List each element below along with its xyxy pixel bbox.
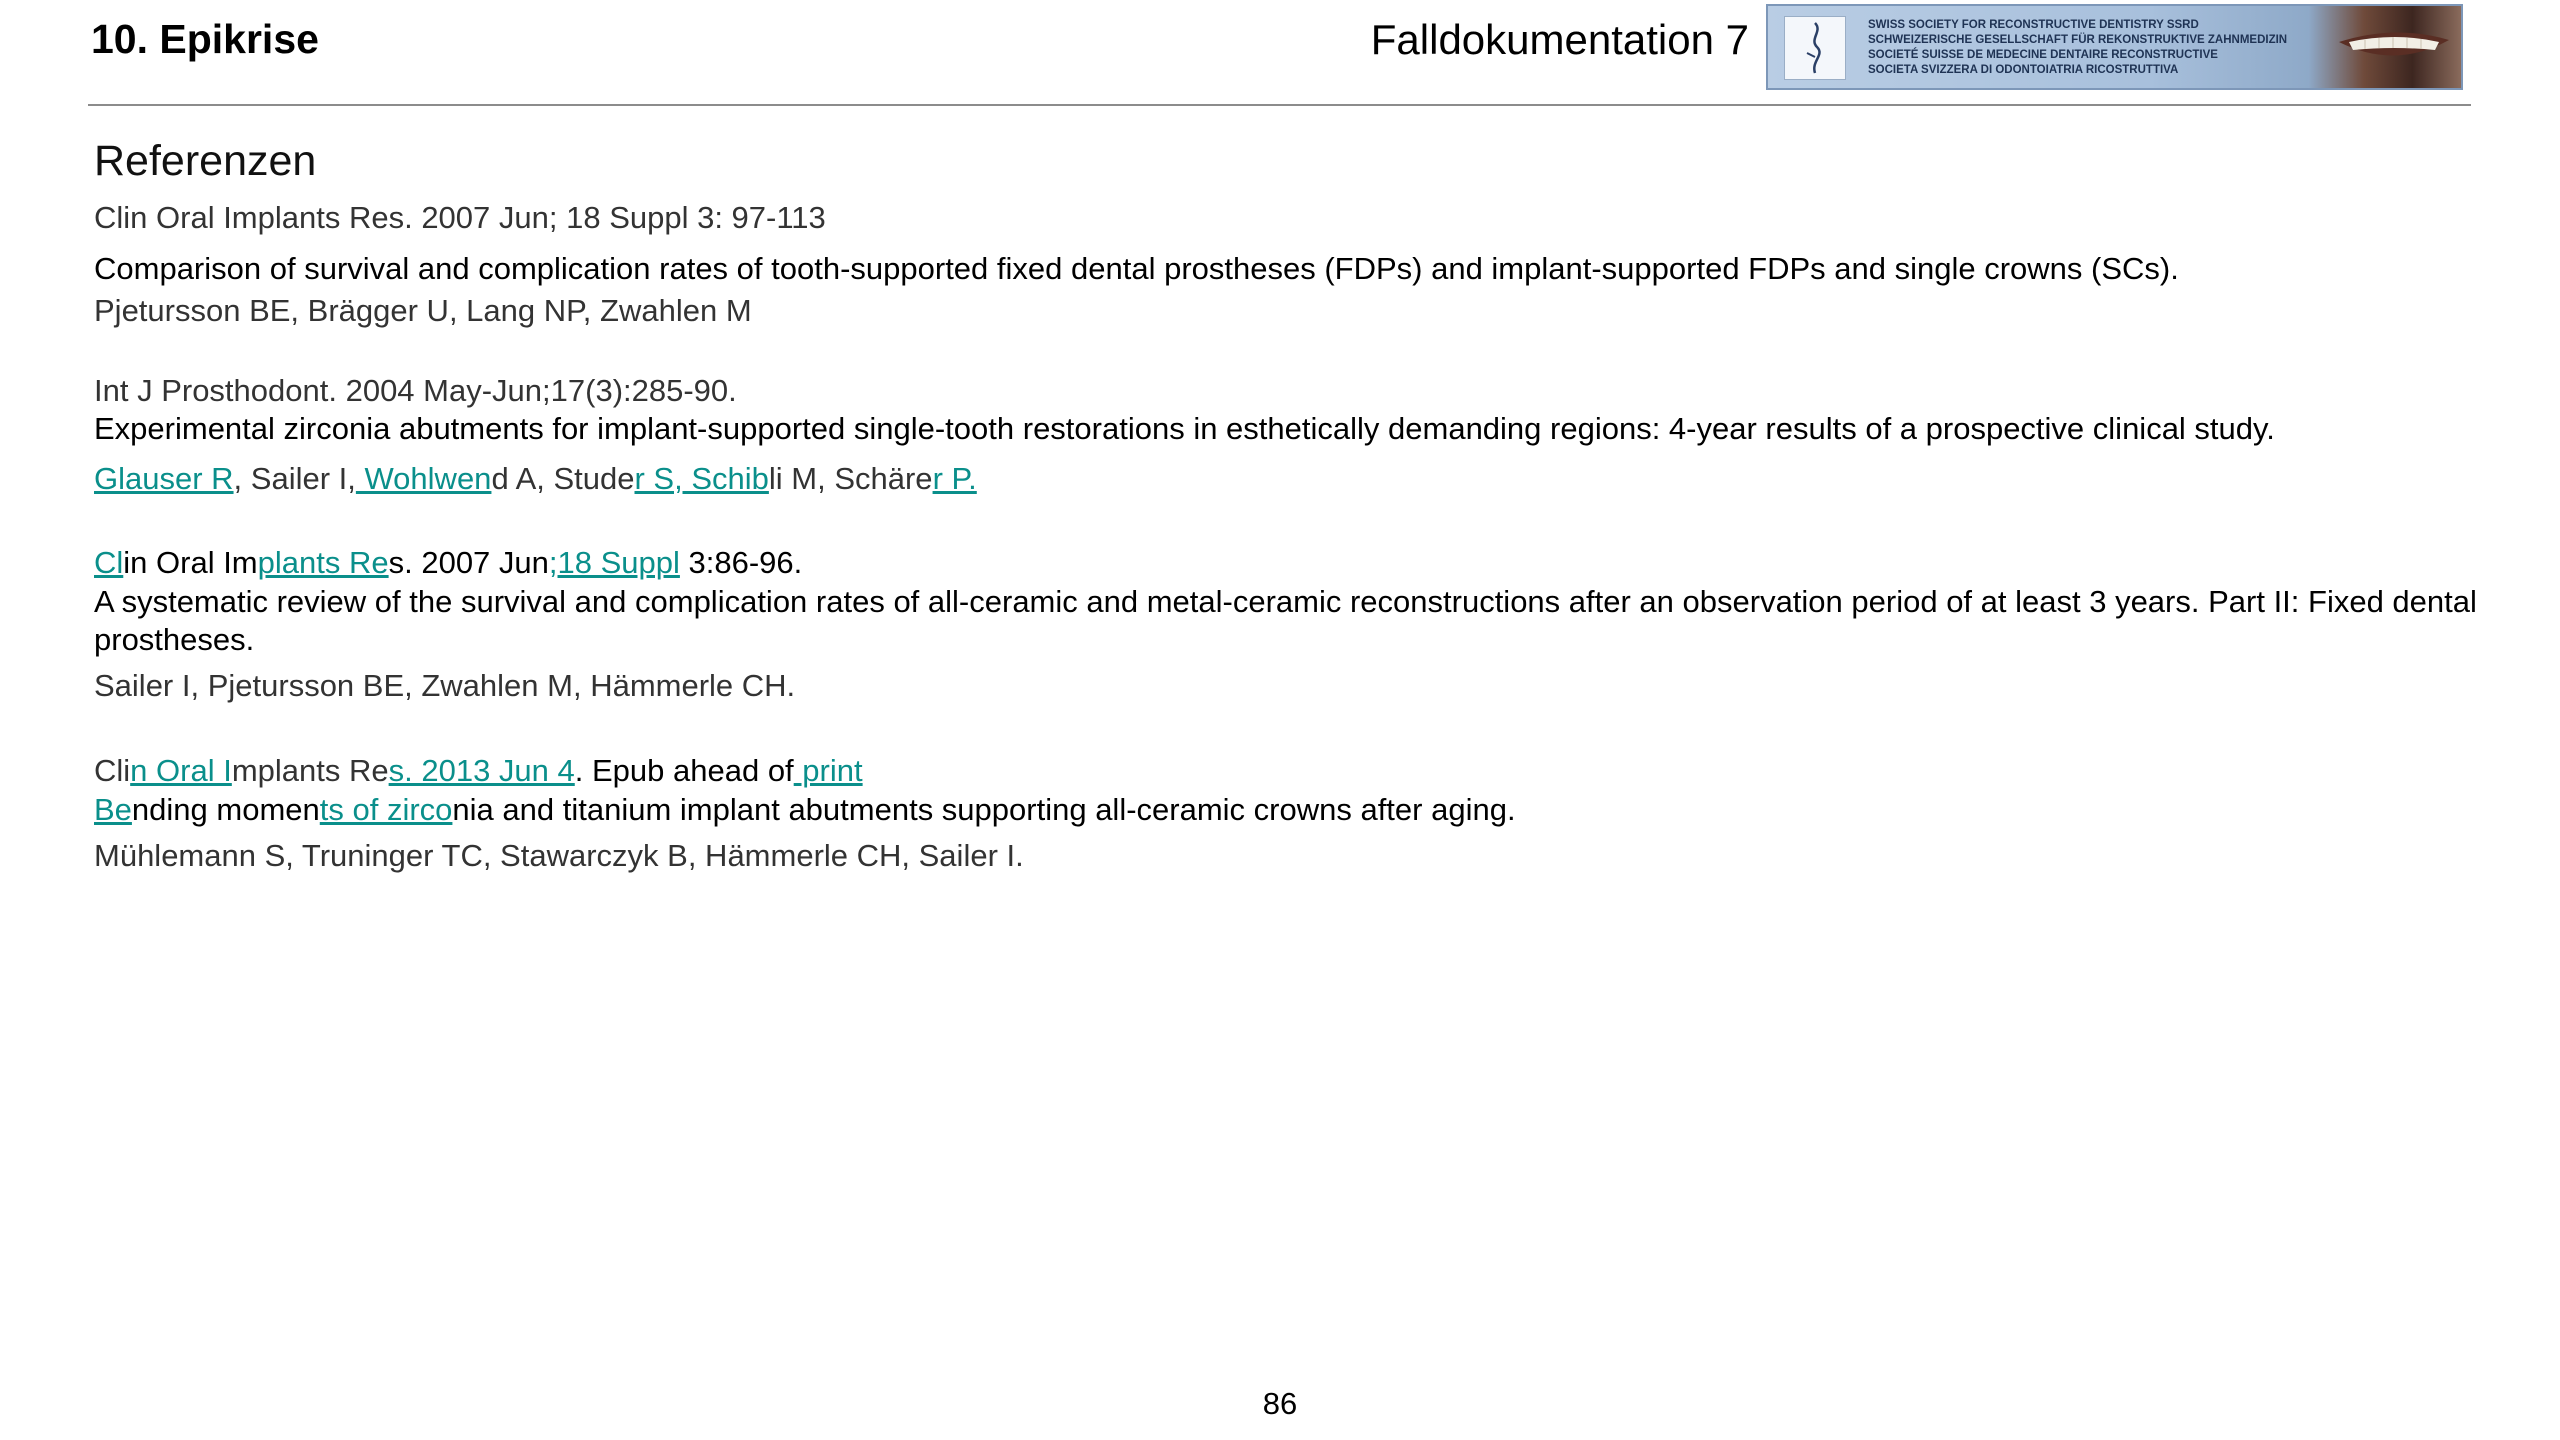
journal-link[interactable]: n Oral I [130, 753, 232, 788]
page-number: 86 [1262, 1386, 1298, 1421]
ssrd-logo [1766, 4, 2463, 90]
reference-1-title: Comparison of survival and complication rates of tooth-supported fixed dental prostheses (FDPs) and implant-supported FDPs and single crowns (SCs). [94, 251, 2179, 286]
references-heading: Referenzen [94, 137, 317, 185]
logo-line: SWISS SOCIETY FOR RECONSTRUCTIVE DENTISTRY SSRD [1868, 19, 2199, 31]
journal-link[interactable]: ;18 Suppl [548, 545, 680, 580]
reference-3-title: A systematic review of the survival and complication rates of all-ceramic and metal-ceramic reconstructions after an observation period of at least 3 years. Part II: Fixed dental prostheses. [94, 584, 2477, 657]
title-link[interactable]: Be [94, 792, 132, 827]
reference-1-authors: Pjetursson BE, Brägger U, Lang NP, Zwahlen M [94, 293, 752, 328]
section-title: 10. Epikrise [91, 16, 319, 62]
logo-line: SCHWEIZERISCHE GESELLSCHAFT FÜR REKONSTRUKTIVE ZAHNMEDIZIN [1868, 34, 2288, 46]
reference-4-authors: Mühlemann S, Truninger TC, Stawarczyk B, Hämmerle CH, Sailer I. [94, 838, 1024, 873]
reference-4-title: Bending moments of zirconia and titanium implant abutments supporting all-ceramic crowns after aging. [94, 792, 1516, 827]
journal-link[interactable]: s. 2013 Jun 4 [388, 753, 575, 788]
title-link[interactable]: ts of zirco [319, 792, 453, 827]
reference-3-journal: Clin Oral Implants Res. 2007 Jun;18 Suppl 3:86-96. [94, 545, 803, 580]
reference-2-journal: Int J Prosthodont. 2004 May-Jun;17(3):285-90. [94, 373, 737, 408]
author-link[interactable]: r S, Schib [634, 461, 769, 496]
ssrd-logo-icon [1784, 16, 1846, 80]
journal-link[interactable]: plants Re [257, 545, 389, 580]
reference-2-authors: Glauser R, Sailer I, Wohlwend A, Studer S, Schibli M, Schärer P. [94, 461, 977, 496]
smile-photo-icon [2335, 20, 2453, 76]
author-link[interactable]: r P. [932, 461, 977, 496]
author-link[interactable]: Wohlwen [355, 461, 492, 496]
document-title: Falldokumentation 7 [1370, 16, 1749, 63]
logo-text [1868, 18, 2287, 78]
logo-line: SOCIETA SVIZZERA DI ODONTOIATRIA RICOSTRUTTIVA [1868, 64, 2179, 76]
reference-4-journal: Clin Oral Implants Res. 2013 Jun 4. Epub ahead of print [94, 753, 863, 788]
reference-2-title: Experimental zirconia abutments for implant-supported single-tooth restorations in esthetically demanding regions: 4-year results of a prospective clinical study. [94, 411, 2275, 446]
journal-link[interactable]: Cl [94, 545, 124, 580]
reference-1-journal: Clin Oral Implants Res. 2007 Jun; 18 Suppl 3: 97-113 [94, 200, 826, 235]
author-link[interactable]: Glauser R [94, 461, 234, 496]
logo-line: SOCIETÉ SUISSE DE MEDECINE DENTAIRE RECONSTRUCTIVE [1868, 49, 2218, 61]
journal-link[interactable]: print [793, 753, 863, 788]
header-divider [88, 104, 2471, 106]
reference-3-authors: Sailer I, Pjetursson BE, Zwahlen M, Hämmerle CH. [94, 668, 796, 703]
